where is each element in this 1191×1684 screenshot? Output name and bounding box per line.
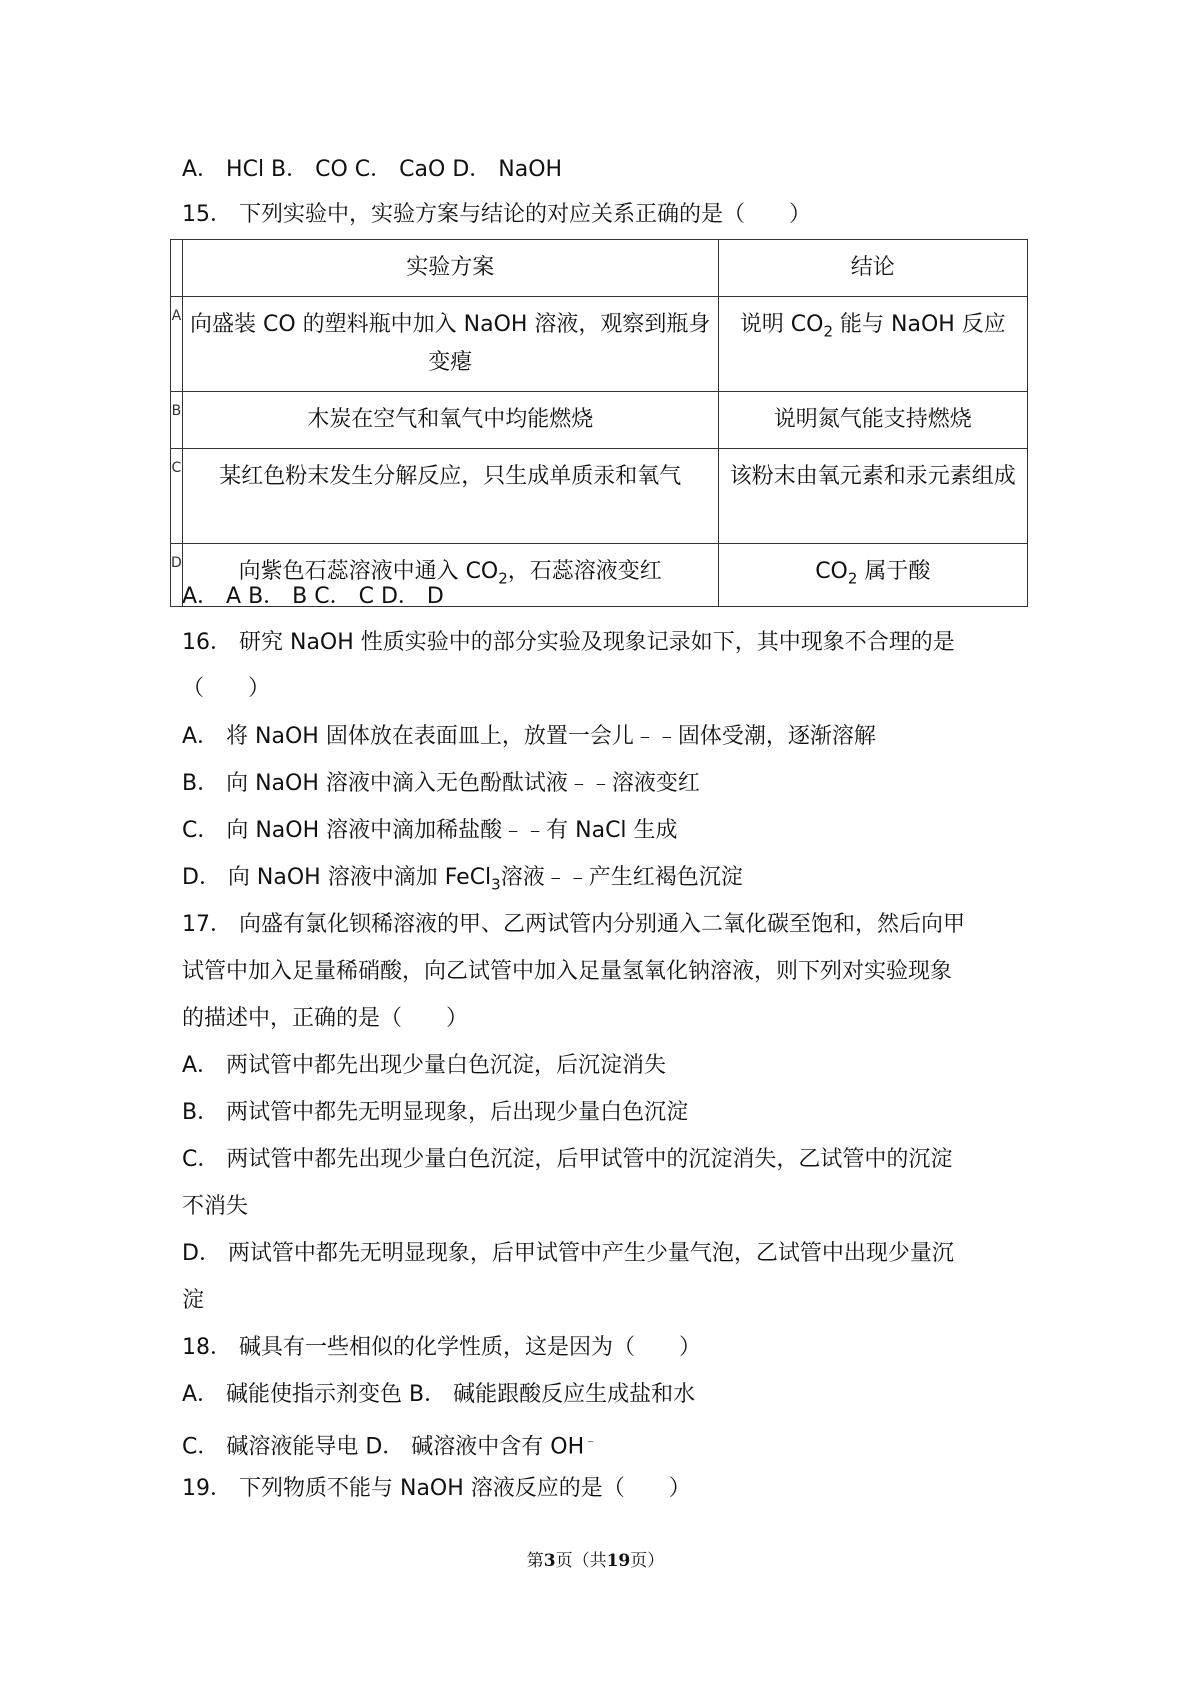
row-label: B	[171, 392, 183, 449]
row-label: A	[171, 297, 183, 392]
q17-stem-3: 的描述中，正确的是（ ）	[182, 1006, 469, 1031]
q17-option-a: A． 两试管中都先出现少量白色沉淀，后沉淀消失	[182, 1053, 667, 1078]
q16-option-b: B． 向 NaOH 溶液中滴入无色酚酞试液﹣﹣溶液变红	[182, 771, 700, 796]
row-conclusion: 该粉末由氧元素和汞元素组成	[718, 449, 1027, 544]
q16-option-a: A． 将 NaOH 固体放在表面皿上，放置一会儿﹣﹣固体受潮，逐渐溶解	[182, 724, 876, 749]
row-plan: 向盛装 CO 的塑料瓶中加入 NaOH 溶液，观察到瓶身变瘪	[182, 297, 718, 392]
table-row	[171, 297, 1028, 392]
q18-stem: 18． 碱具有一些相似的化学性质，这是因为（ ）	[182, 1335, 701, 1360]
header-conclusion: 结论	[718, 240, 1027, 297]
q16-option-d: D． 向 NaOH 溶液中滴加 FeCl$_3$溶液﹣﹣产生红褐色沉淀	[182, 865, 743, 894]
row-plan: 某红色粉末发生分解反应，只生成单质汞和氧气	[182, 449, 718, 544]
q17-option-b: B． 两试管中都先无明显现象，后出现少量白色沉淀	[182, 1100, 689, 1125]
q17-stem-1: 17． 向盛有氯化钡稀溶液的甲、乙两试管内分别通入二氧化碳至饱和，然后向甲	[182, 912, 965, 937]
row-label-cell	[171, 240, 183, 297]
q17-option-c: C． 两试管中都先出现少量白色沉淀，后甲试管中的沉淀消失，乙试管中的沉淀	[182, 1147, 953, 1172]
q18-options-ab: A． 碱能使指示剂变色 B． 碱能跟酸反应生成盐和水	[182, 1382, 696, 1407]
q14-options: A． HCl B． CO C． CaO D． NaOH	[182, 157, 563, 182]
q15-stem: 15． 下列实验中，实验方案与结论的对应关系正确的是（ ）	[182, 202, 811, 227]
q17-stem-2: 试管中加入足量稀硝酸，向乙试管中加入足量氢氧化钠溶液，则下列对实验现象	[182, 959, 953, 984]
q19-stem: 19． 下列物质不能与 NaOH 溶液反应的是（ ）	[182, 1476, 691, 1501]
row-label: C	[171, 449, 183, 544]
table-header-row	[171, 240, 1028, 297]
header-plan: 实验方案	[182, 240, 718, 297]
q17-option-d-cont: 淀	[182, 1288, 205, 1313]
table-row	[171, 449, 1028, 544]
q18-options-cd: C． 碱溶液能导电 D． 碱溶液中含有 OH﹣	[182, 1434, 598, 1460]
q17-option-d: D． 两试管中都先无明显现象，后甲试管中产生少量气泡，乙试管中出现少量沉	[182, 1241, 954, 1266]
q15-options: A． A B． B C． C D． D	[182, 584, 444, 609]
row-conclusion: 说明 $CO_2$ 能与 NaOH 反应	[718, 297, 1027, 392]
q17-option-c-cont: 不消失	[182, 1194, 249, 1219]
row-conclusion: 说明氮气能支持燃烧	[718, 392, 1027, 449]
q15-table	[170, 239, 1028, 607]
row-plan: 木炭在空气和氧气中均能燃烧	[182, 392, 718, 449]
q16-stem: 16． 研究 NaOH 性质实验中的部分实验及现象记录如下，其中现象不合理的是	[182, 630, 955, 655]
q16-option-c: C． 向 NaOH 溶液中滴加稀盐酸﹣﹣有 NaCl 生成	[182, 818, 678, 843]
row-plan: 向紫色石蕊溶液中通入 $CO_2$，石蕊溶液变红	[182, 544, 718, 607]
row-conclusion: $CO_2$ 属于酸	[718, 544, 1027, 607]
table-row	[171, 392, 1028, 449]
row-label: D	[171, 544, 183, 607]
q16-stem-cont: （ ）	[182, 676, 271, 701]
page-footer: 第3页（共19页）	[526, 1551, 665, 1571]
